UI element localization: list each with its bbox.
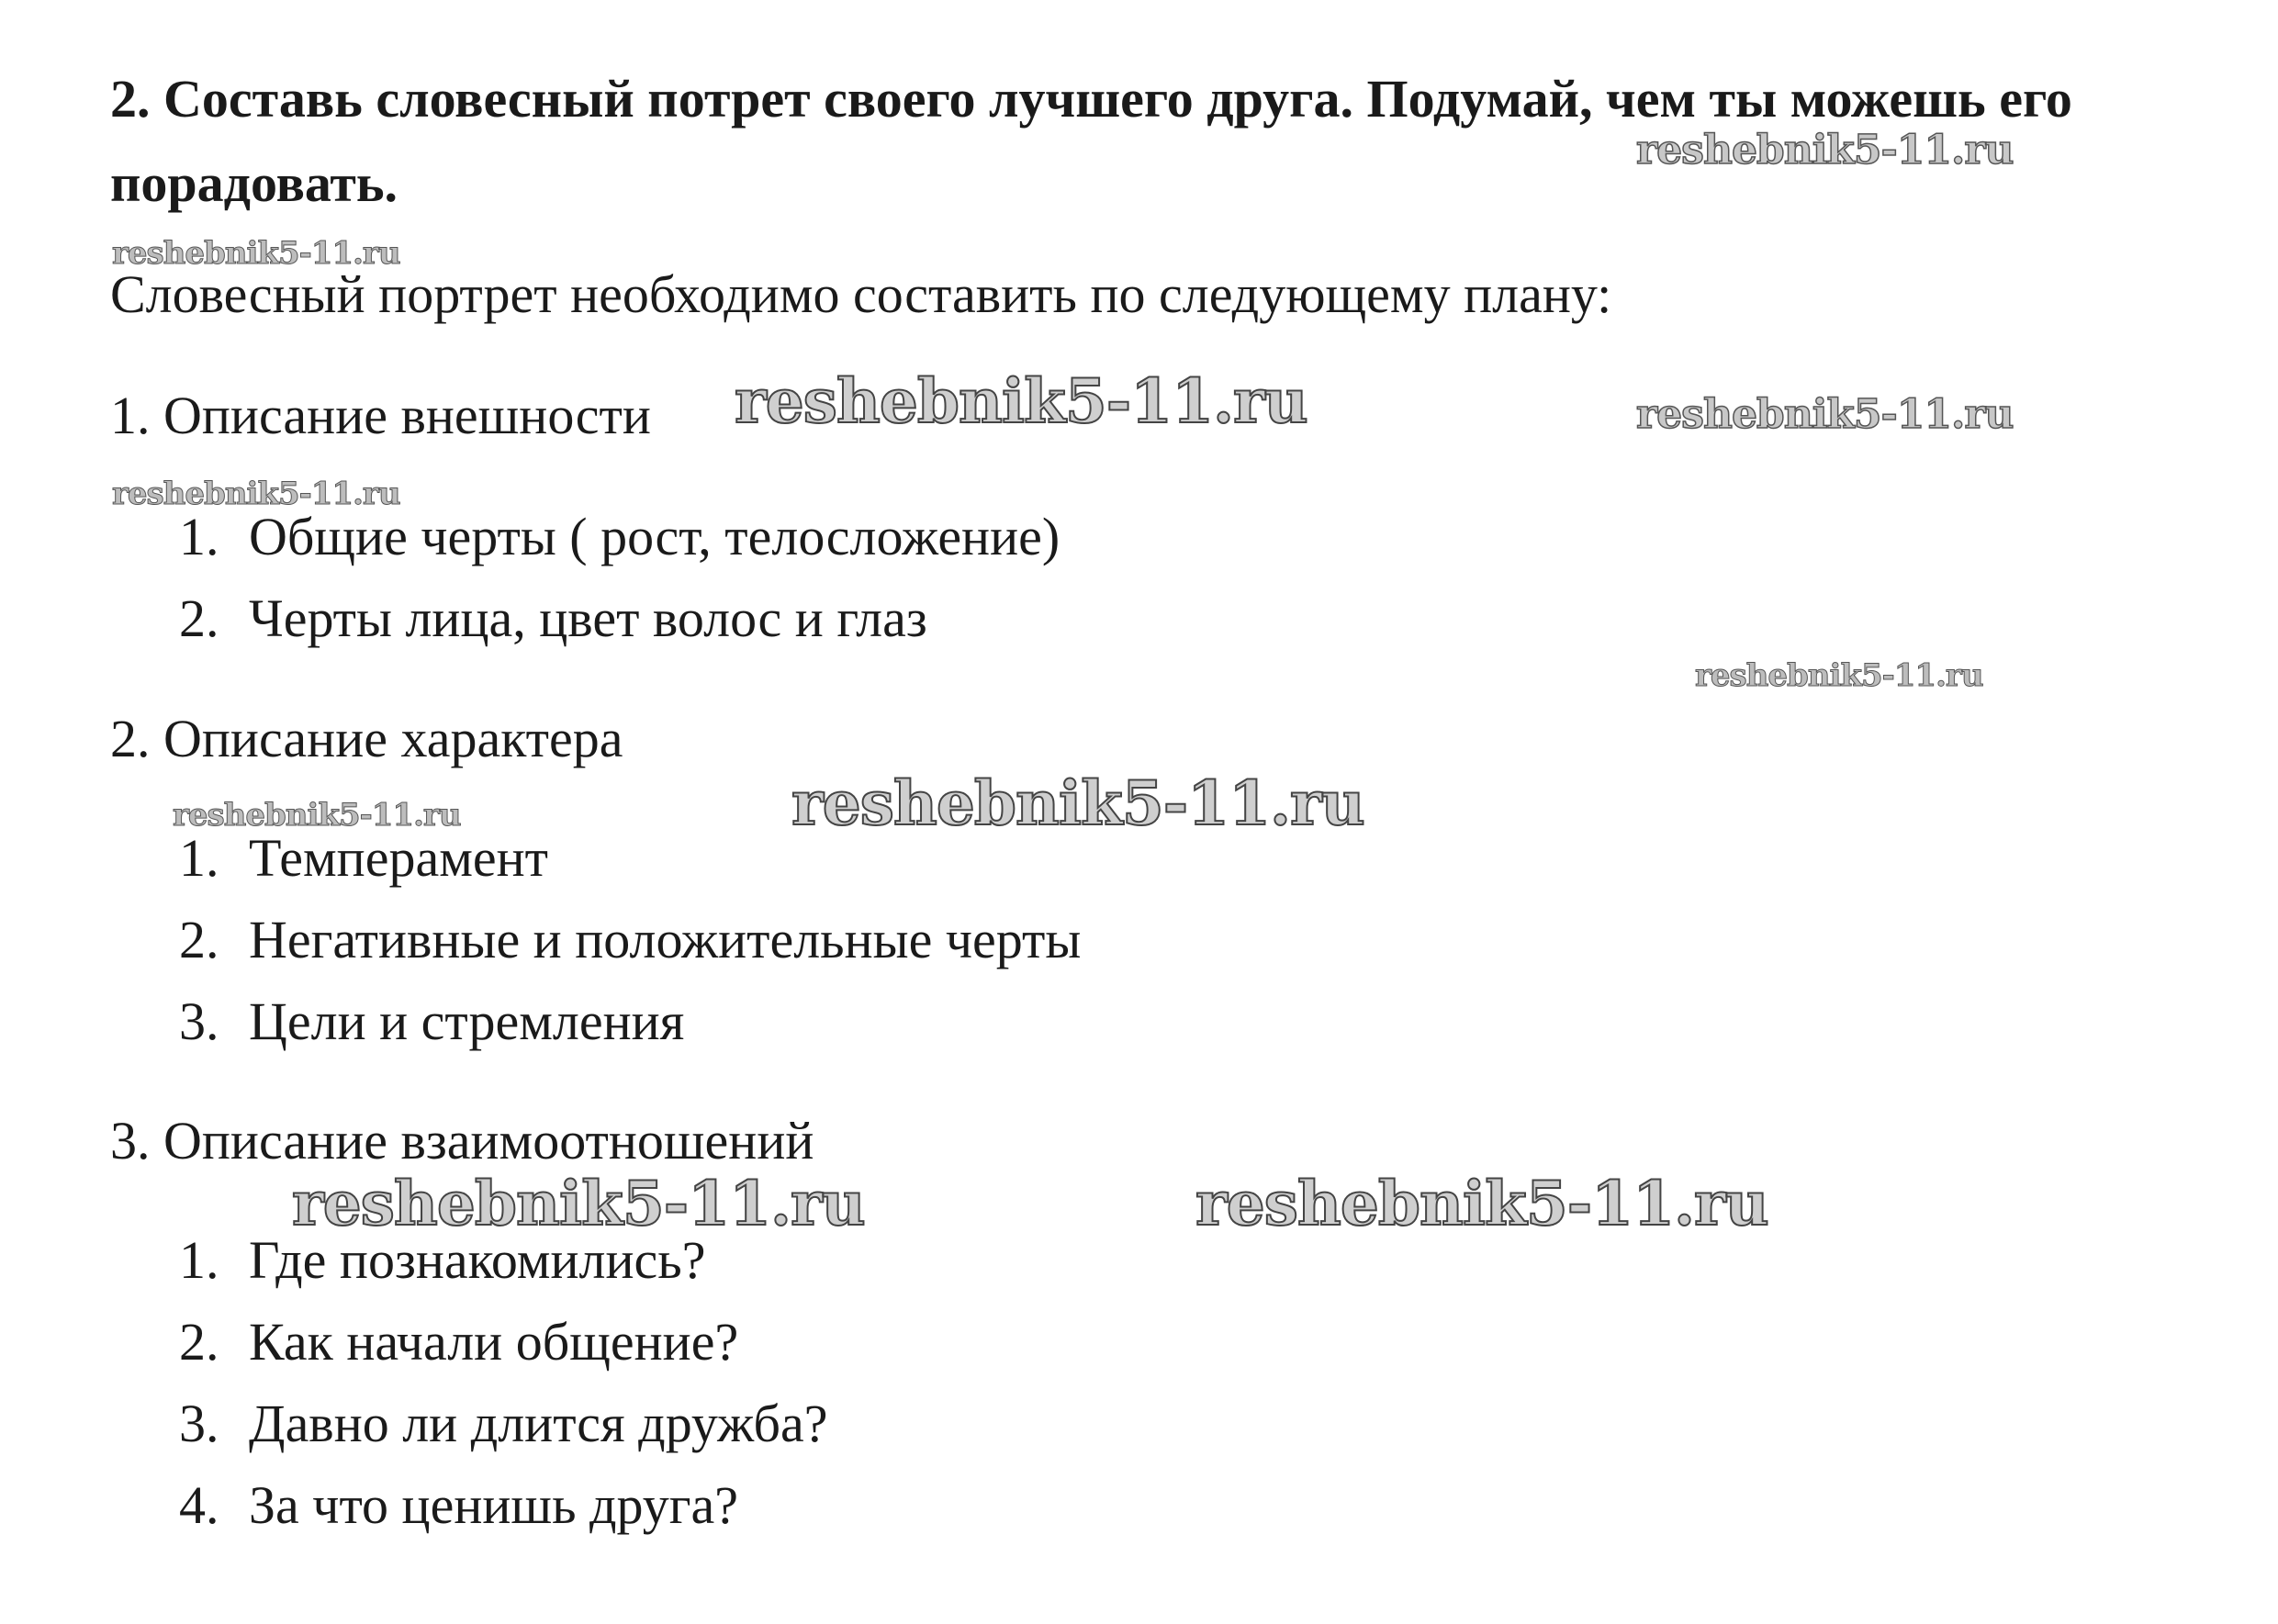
watermark: reshebnik5-11.ru — [173, 797, 461, 834]
watermark: reshebnik5-11.ru — [1195, 1168, 1768, 1239]
list-item — [179, 1228, 827, 1310]
list-item-number: 1. — [179, 1230, 219, 1290]
list-item-text: Давно ли длится дружба? — [249, 1394, 828, 1453]
list-item-text: За что ценишь друга? — [249, 1475, 739, 1535]
list-item — [179, 908, 1081, 990]
list-item-number: 3. — [179, 991, 219, 1051]
watermark: reshebnik5-11.ru — [1636, 127, 2014, 174]
list-item-number: 3. — [179, 1394, 219, 1453]
appearance-list — [179, 505, 1060, 668]
list-item-text: Цели и стремления — [249, 991, 685, 1051]
watermark: reshebnik5-11.ru — [112, 235, 400, 272]
list-item — [179, 505, 1060, 587]
list-item-text: Где познакомились? — [249, 1230, 706, 1290]
list-item — [179, 587, 1060, 668]
section-heading-relationships: 3. Описание взаимоотношений — [110, 1111, 814, 1170]
list-item — [179, 990, 1081, 1071]
section-heading-appearance: 1. Описание внешности — [110, 386, 651, 445]
list-item-number: 2. — [179, 588, 219, 648]
relationships-list — [179, 1228, 827, 1555]
list-item-text: Негативные и положительные черты — [249, 910, 1082, 969]
intro-text: Словесный портрет необходимо составить по следующему плану: — [110, 264, 1612, 324]
list-item-text: Черты лица, цвет волос и глаз — [249, 588, 927, 648]
watermark: reshebnik5-11.ru — [735, 365, 1307, 437]
list-item-text: Темперамент — [249, 828, 549, 888]
list-item-number: 2. — [179, 1312, 219, 1372]
character-list — [179, 826, 1081, 1071]
watermark: reshebnik5-11.ru — [112, 476, 400, 512]
list-item-text: Как начали общение? — [249, 1312, 739, 1372]
watermark: reshebnik5-11.ru — [1695, 657, 1983, 694]
section-heading-character: 2. Описание характера — [110, 709, 623, 768]
list-item-text: Общие черты ( рост, телосложение) — [249, 507, 1060, 566]
list-item-number: 2. — [179, 910, 219, 969]
list-item — [179, 1310, 827, 1392]
watermark: reshebnik5-11.ru — [292, 1168, 865, 1239]
watermark: reshebnik5-11.ru — [791, 767, 1364, 839]
list-item-number: 1. — [179, 507, 219, 566]
list-item — [179, 1473, 827, 1555]
list-item — [179, 1392, 827, 1473]
watermark: reshebnik5-11.ru — [1636, 391, 2014, 438]
list-item-number: 4. — [179, 1475, 219, 1535]
task-title: 2. Составь словесный потрет своего лучшего друга. Подумай, чем ты можешь его порадовать. — [110, 69, 2072, 213]
list-item-number: 1. — [179, 828, 219, 888]
